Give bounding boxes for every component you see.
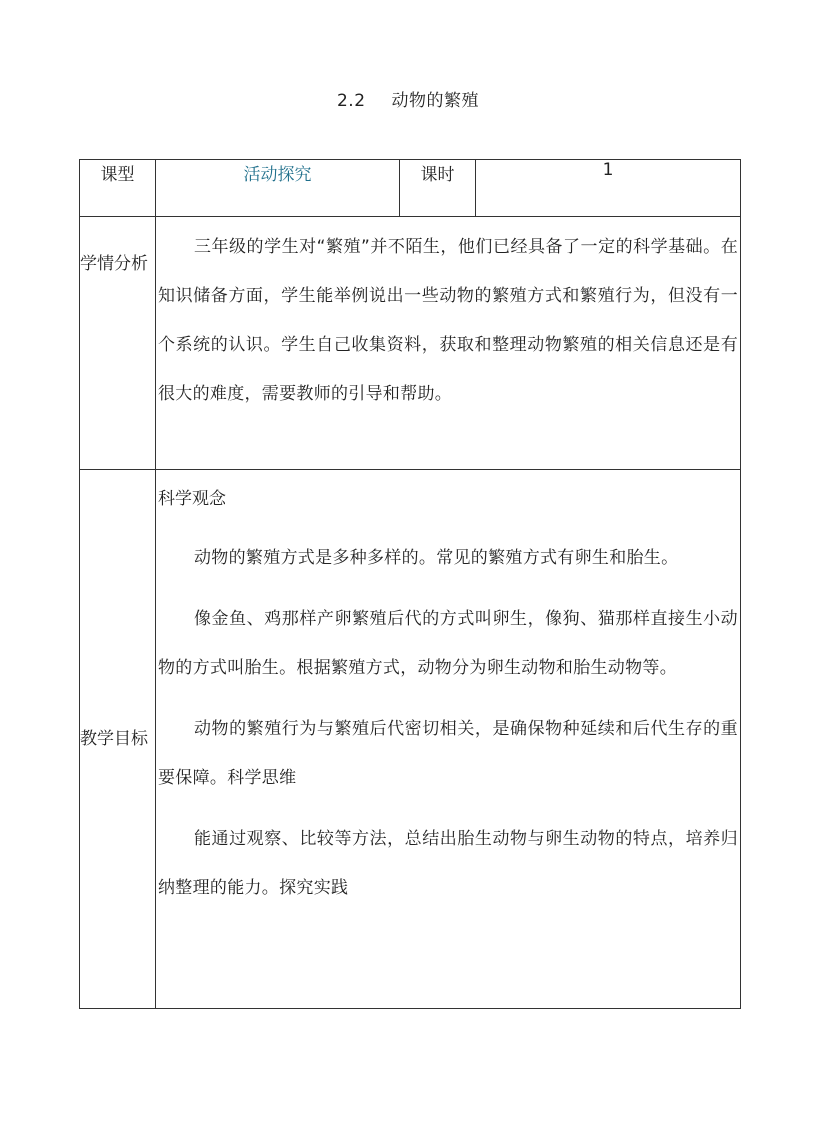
- type-row: [80, 160, 741, 217]
- goal-paragraph: 动物的繁殖方式是多种多样的。常见的繁殖方式有卵生和胎生。: [194, 548, 679, 568]
- course-hours-label: 课时: [400, 160, 476, 217]
- student-analysis-cell: [156, 217, 741, 470]
- teaching-goals-label: 教学目标: [80, 470, 156, 1009]
- document-title: [0, 86, 816, 111]
- goals-row: [80, 470, 741, 1009]
- course-type-value: 活动探究: [156, 160, 400, 217]
- lesson-plan-table: [79, 159, 741, 1009]
- goal-heading: 科学观念: [158, 489, 226, 509]
- goal-paragraph: 像金鱼、鸡那样产卵繁殖后代的方式叫卵生，像狗、猫那样直接生小动物的方式叫胎生。根据繁殖方式，动物分为卵生动物和胎生动物等。: [158, 609, 738, 678]
- analysis-row: [80, 217, 741, 470]
- student-analysis-label: 学情分析: [80, 217, 156, 470]
- section-title: 动物的繁殖: [391, 91, 480, 111]
- course-hours-value: 1: [476, 160, 741, 217]
- course-type-label: 课型: [80, 160, 156, 217]
- goal-paragraph: 能通过观察、比较等方法，总结出胎生动物与卵生动物的特点，培养归纳整理的能力。探究实践: [158, 829, 738, 898]
- section-number: 2.2: [336, 91, 366, 111]
- goal-paragraph: 动物的繁殖行为与繁殖后代密切相关，是确保物种延续和后代生存的重要保障。科学思维: [158, 719, 738, 788]
- student-analysis-text: 三年级的学生对“繁殖”并不陌生，他们已经具备了一定的科学基础。在知识储备方面，学生能举例说出一些动物的繁殖方式和繁殖行为，但没有一个系统的认识。学生自己收集资料，获取和整理动物繁殖的相关信息还是有很大的难度，需要教师的引导和帮助。: [158, 237, 738, 404]
- teaching-goals-cell: [156, 470, 741, 1009]
